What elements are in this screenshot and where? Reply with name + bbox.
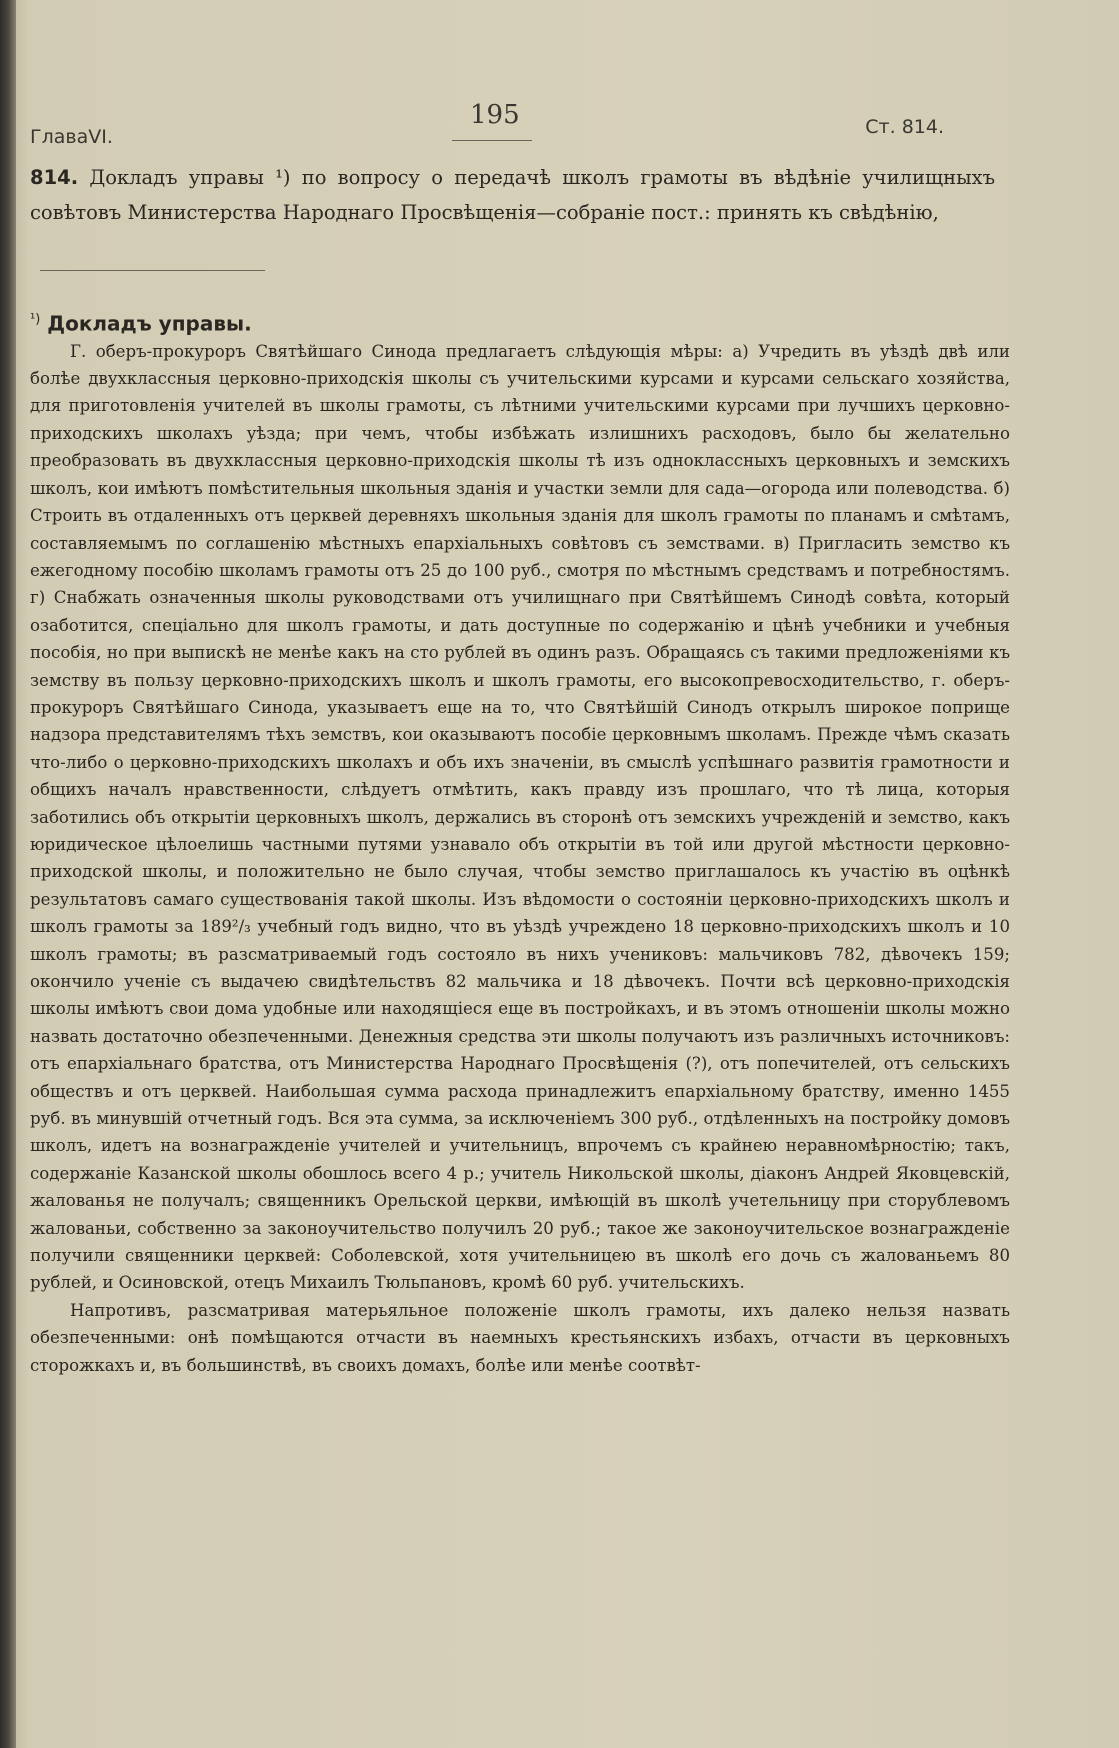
chapter-label: ГлаваVI. bbox=[30, 126, 113, 148]
page-number-underline bbox=[452, 140, 532, 141]
footnote bbox=[30, 306, 1010, 1379]
entry-number: 814. bbox=[30, 166, 79, 189]
footnote-divider bbox=[40, 270, 265, 271]
footnote-title: Докладъ управы. bbox=[47, 311, 252, 336]
main-entry bbox=[30, 160, 995, 230]
footnote-paragraph: Напротивъ, разсматривая матерьяльное положеніе школъ грамоты, ихъ далеко нельзя назвать обезпеченными: онѣ помѣщаются отчасти въ наемныхъ крестьянскихъ избахъ, отчасти въ церковныхъ сторожкахъ и, въ большинствѣ, въ своихъ домахъ, болѣе или менѣе соотвѣт- bbox=[30, 1300, 1010, 1375]
footnote-heading bbox=[30, 306, 1010, 338]
item-number: Ст. 814. bbox=[865, 116, 944, 138]
book-binding-edge bbox=[0, 0, 16, 1748]
entry-text: Докладъ управы ¹) по вопросу о передачѣ школъ грамоты въ вѣдѣніе училищныхъ совѣтовъ Министерства Народнаго Просвѣщенія—собраніе пост.: принять къ свѣдѣнію, bbox=[30, 166, 995, 224]
footnote-paragraph: Г. оберъ-прокуроръ Святѣйшаго Синода предлагаетъ слѣдующія мѣры: а) Учредить въ уѣздѣ двѣ или болѣе двухклассныя церковно-приходскія школы съ учительскими курсами и курсами сельскаго хозяйства, для приготовленія учителей въ школы грамоты, съ лѣтними учительскими курсами при лучшихъ церковно-приходскихъ школахъ уѣзда; при чемъ, чтобы избѣжать излишнихъ расходовъ, было бы желательно преобразовать въ двухклассныя церковно-приходскія школы тѣ изъ одноклассныхъ церковныхъ и земскихъ школъ, кои имѣютъ помѣстительныя школьныя зданія и участки земли для сада—огорода или полеводства. б) Строить въ отдаленныхъ отъ церквей деревняхъ школьныя зданія для школъ грамоты по планамъ и смѣтамъ, составляемымъ по соглашенію мѣстныхъ епархіальныхъ совѣтовъ съ земствами. в) Пригласить земство къ ежегодному пособію школамъ грамоты отъ 25 до 100 руб., смотря по мѣстнымъ средствамъ и потребностямъ. г) Снабжать означенныя школы руководствами отъ училищнаго при Святѣйшемъ Синодѣ совѣта, который озаботится, спеціально для школъ грамоты, и дать доступные по содержанію и цѣнѣ учебники и учебныя пособія, но при выпискѣ не менѣе какъ на сто рублей въ одинъ разъ. Обращаясь съ такими предложеніями къ земству въ пользу церковно-приходскихъ школъ и школъ грамоты, его высокопревосходительство, г. оберъ-прокуроръ Святѣйшаго Синода, указываетъ еще на то, что Святѣйшій Синодъ открылъ широкое поприще надзора представителямъ тѣхъ земствъ, кои оказываютъ пособіе церковнымъ школамъ. Прежде чѣмъ сказать что-либо о церковно-приходскихъ школахъ и объ ихъ значеніи, въ смыслѣ успѣшнаго развитія грамотности и общихъ началъ нравственности, слѣдуетъ отмѣтить, какъ правду изъ прошлаго, что тѣ лица, которыя заботились объ открытіи церковныхъ школъ, держались въ сторонѣ отъ земскихъ учрежденій и земство, какъ юридическое цѣлоелишь частными путями узнавало объ открытіи въ той или другой мѣстности церковно-приходской школы, и положительно не было случая, чтобы земство приглашалось къ участію въ оцѣнкѣ результатовъ самаго существованія такой школы. Изъ вѣдомости о состояніи церковно-приходскихъ школъ и школъ грамоты за 189²/₃ учебный годъ видно, что въ уѣздѣ учреждено 18 церковно-приходскихъ школъ и 10 школъ грамоты; въ разсматриваемый годъ состояло въ нихъ учениковъ: мальчиковъ 782, дѣвочекъ 159; окончило ученіе съ выдачею свидѣтельствъ 82 мальчика и 18 дѣвочекъ. Почти всѣ церковно-приходскія школы имѣютъ свои дома удобные или находящіеся еще въ постройкахъ, и въ этомъ отношеніи школы можно назвать достаточно обезпеченными. Денежныя средства эти школы получаютъ изъ различныхъ источниковъ: отъ епархіальнаго братства, отъ Министерства Народнаго Просвѣщенія (?), отъ попечителей, отъ сельскихъ обществъ и отъ церквей. Наибольшая сумма расхода принадлежитъ епархіальному братству, именно 1455 руб. въ минувшій отчетный годъ. Вся эта сумма, за исключеніемъ 300 руб., отдѣленныхъ на постройку домовъ школъ, идетъ на вознагражденіе учителей и учительницъ, впрочемъ съ крайнею неравномѣрностію; такъ, содержаніе Казанской школы обошлось всего 4 р.; учитель Никольской школы, діаконъ Андрей Яковцевскій, жалованья не получалъ; священникъ Орельской церкви, имѣющій въ школѣ учетельницу при сторублевомъ жалованьи, собственно за законоучительство получилъ 20 руб.; такое же законоучительское вознагражденіе получили священники церквей: Соболевской, хотя учительницею въ школѣ его дочь съ жалованьемъ 80 рублей, и Осиновской, отецъ Михаилъ Тюльпановъ, кромѣ 60 руб. учительскихъ. bbox=[30, 341, 1010, 1293]
page-number: 195 bbox=[470, 100, 520, 130]
footnote-marker: ¹) bbox=[30, 312, 41, 327]
